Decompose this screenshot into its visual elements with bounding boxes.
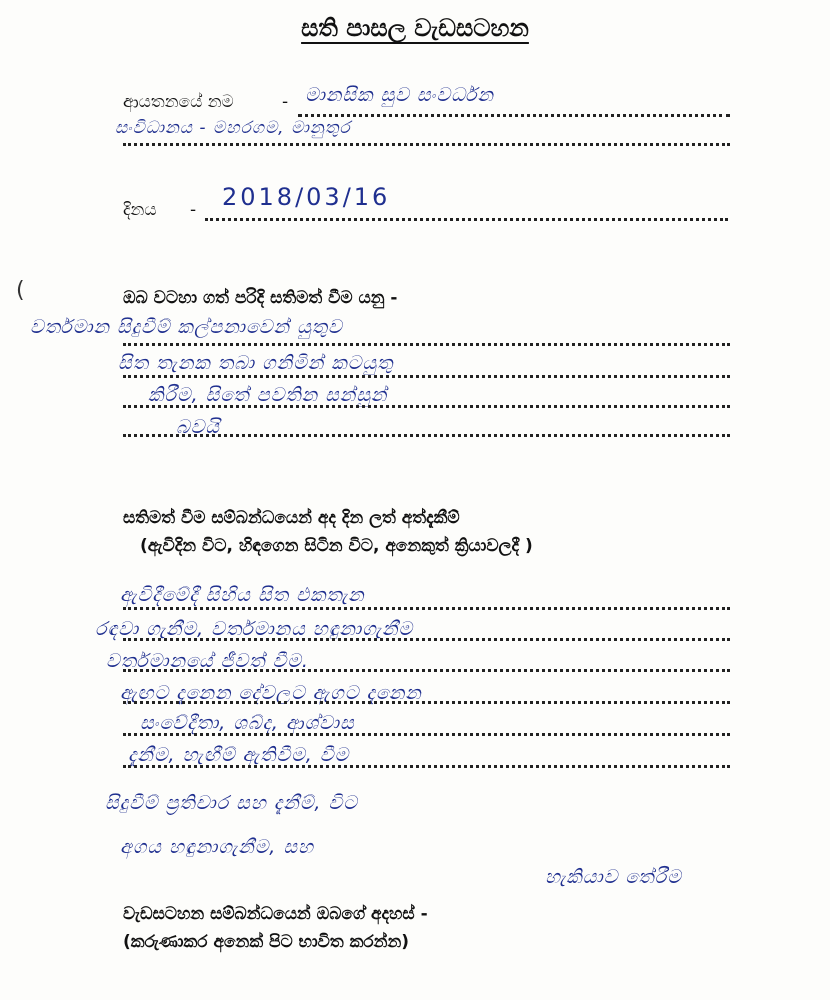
- institution-dash: -: [282, 92, 289, 112]
- question-1-answer-line-1: වර්තමාන සිදුවීම් කල්පනාවෙන් යුතුව: [30, 316, 343, 338]
- question-2-label: සතිමත් වීම සම්බන්ධයෙන් අද දින ලත් අත්දැකීම්: [123, 508, 460, 528]
- question-3-label: වැඩසටහන සම්බන්ධයෙන් ඔබගේ අදහස් -: [123, 904, 428, 924]
- question-1-answer-line-3: කිරීම, සිතේ පවතින සන්සුන්: [148, 384, 388, 406]
- question-1-line-2: [123, 375, 730, 378]
- question-2-answer-line-4: ඇඟට දැනෙන දේවලට ඇගට දැනෙන: [120, 682, 422, 704]
- date-line: [205, 218, 728, 221]
- institution-label: ආයතනයේ නම: [123, 92, 234, 112]
- institution-name-line2: සංවිධානය - මහරගම, මානුතුර: [115, 118, 351, 138]
- question-2-sublabel: (ඇවිදින විට, හිඳගෙන සිටින විට, අනෙකුත් ක්‍රියාවලදී ): [140, 536, 533, 556]
- form-title-text: සති පාසල වැඩසටහන: [301, 14, 529, 42]
- question-1-answer-line-4: බවයි: [176, 416, 220, 438]
- margin-bracket-mark: (: [16, 278, 25, 303]
- institution-line-2: [123, 143, 730, 146]
- date-label: දිනය: [123, 200, 157, 220]
- question-2-answer-line-8: අගය හඳුනාගැනීම, සහ: [120, 836, 314, 858]
- question-2-answer-line-7: සිදුවීම් ප්‍රතිචාර සහ දැනීම්, විට: [105, 792, 358, 814]
- institution-name-line1: මානසික සුව සංවර්ධන: [305, 84, 494, 106]
- question-2-answer-line-9: හැකියාව තේරීම: [545, 866, 682, 888]
- date-value: 2018/03/16: [222, 183, 391, 211]
- question-2-answer-line-3: වර්තමානයේ ජීවත් වීම.: [106, 650, 309, 672]
- question-1-label: ඔබ වටහා ගත් පරිදි සතිමත් වීම යනු -: [123, 288, 398, 308]
- question-2-line-2: [123, 638, 730, 641]
- institution-line-1: [298, 114, 730, 117]
- form-title: [0, 14, 830, 42]
- question-2-answer-line-2: රඳවා ගැනීම, වර්තමානය හඳුනාගැනීම: [95, 618, 414, 640]
- question-2-line-4: [123, 701, 730, 704]
- question-2-line-6: [123, 765, 730, 768]
- question-1-line-3: [123, 405, 730, 408]
- question-2-answer-line-5: සංවේදීතා, ශබ්ද, ආශ්වාස: [140, 712, 355, 734]
- question-1-line-4: [123, 434, 730, 437]
- question-1-answer-line-2: සිත තැනක තබා ගනිමින් කටයුතු: [118, 352, 394, 374]
- question-2-answer-line-6: දැනීම, හැඟීම් ඇතිවීම, වීම: [128, 744, 350, 766]
- date-dash: -: [190, 200, 197, 220]
- question-1-line-1: [123, 343, 730, 346]
- question-2-line-3: [123, 669, 730, 672]
- question-3-sublabel: (කරුණාකර අනෙක් පිට භාවිත කරන්න): [123, 932, 410, 952]
- question-2-line-5: [123, 733, 730, 736]
- question-2-line-1: [123, 607, 730, 610]
- question-2-answer-line-1: ඇවිදීමේදී සිහිය සිත එකතැන: [120, 584, 365, 606]
